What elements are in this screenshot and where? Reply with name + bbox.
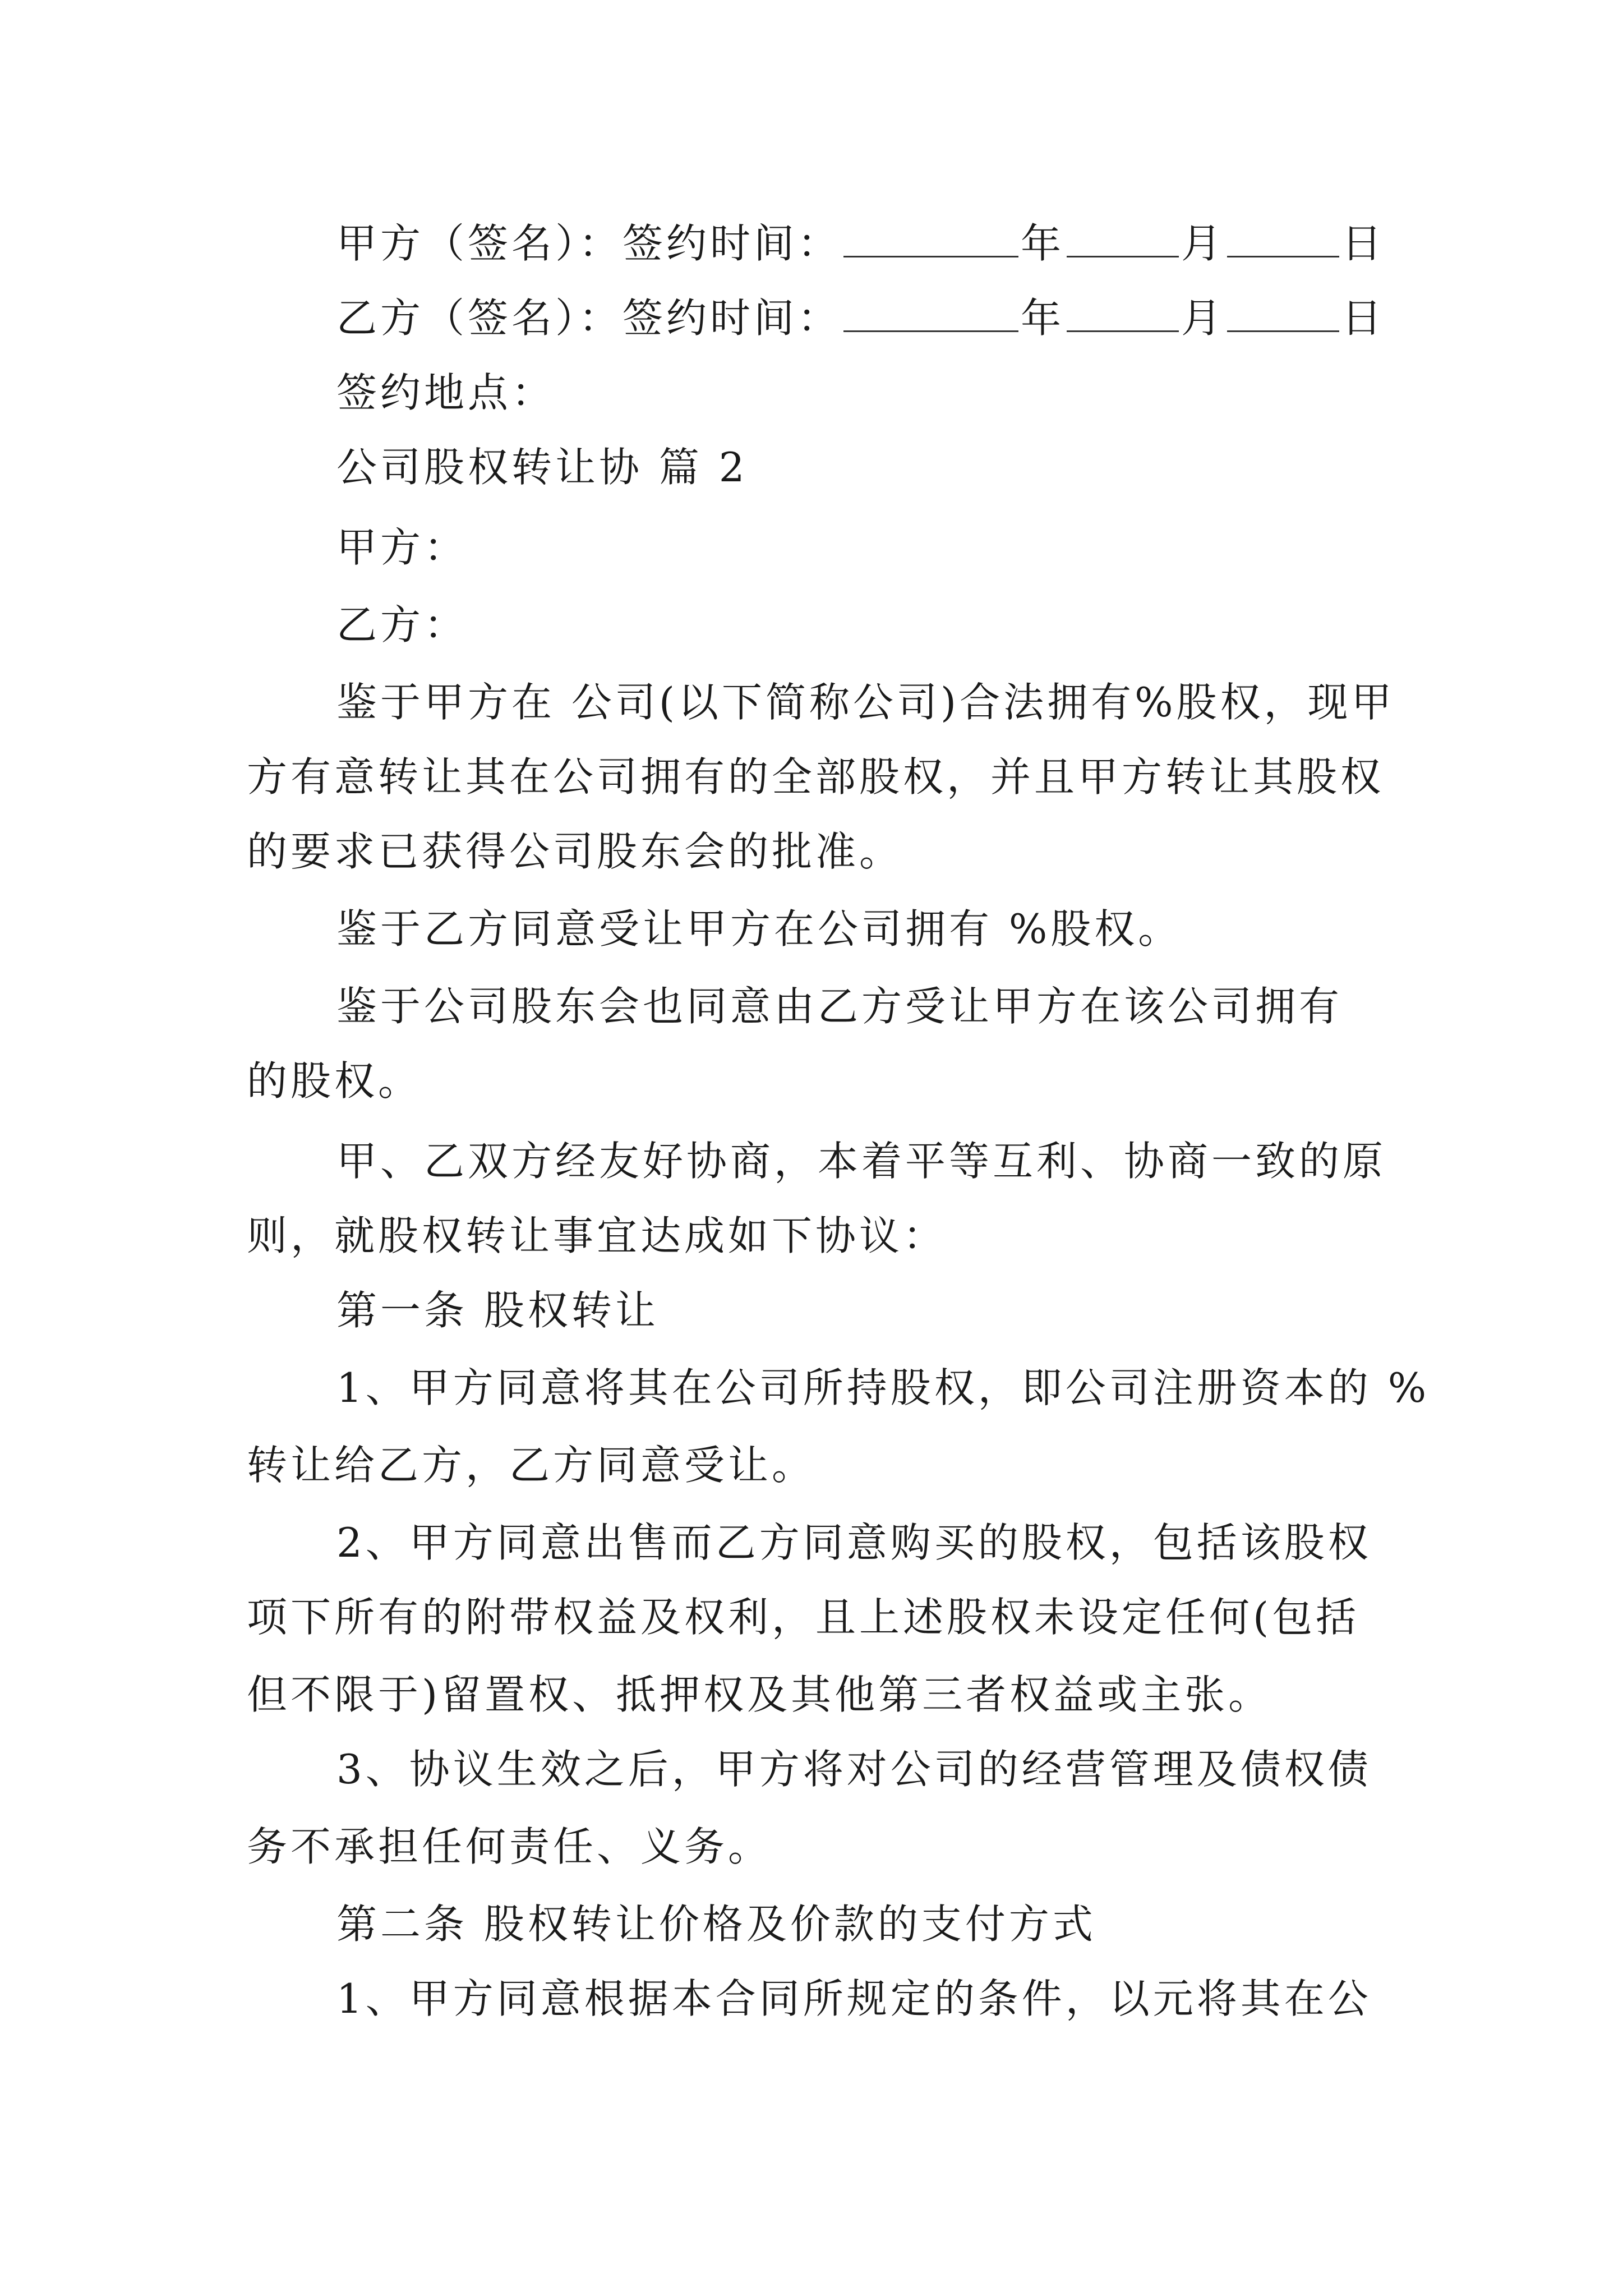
article-1-title: 第一条 股权转让 — [336, 1287, 659, 1334]
signing-place: 签约地点： — [336, 369, 556, 416]
recital-1-line-1: 鉴于甲方在 公司(以下简称公司)合法拥有%股权，现甲 — [336, 679, 1395, 726]
party-b-signature-line — [336, 290, 1385, 346]
day-label: 日 — [1341, 295, 1386, 342]
article-2-title: 第二条 股权转让价格及价款的支付方式 — [336, 1901, 1096, 1948]
month-label: 月 — [1181, 295, 1225, 342]
recital-2-line-1: 鉴于乙方同意受让甲方在公司拥有 %股权。 — [336, 905, 1182, 953]
article-1-clause-2-line-3: 但不限于)留置权、抵押权及其他第三者权益或主张。 — [247, 1671, 1272, 1718]
month-label: 月 — [1181, 220, 1225, 267]
article-1-clause-1-line-2: 转让给乙方，乙方同意受让。 — [247, 1442, 816, 1489]
party-a-signature-line — [336, 215, 1385, 272]
year-blank — [843, 296, 1018, 332]
recital-3-line-1: 鉴于公司股东会也同意由乙方受让甲方在该公司拥有 — [336, 983, 1343, 1030]
year-label: 年 — [1021, 295, 1065, 342]
section-title: 公司股权转让协 篇 2 — [336, 444, 748, 491]
party-a-line: 甲方： — [336, 524, 468, 571]
recital-4-line-2: 则，就股权转让事宜达成如下协议： — [247, 1212, 947, 1259]
month-blank — [1067, 221, 1179, 257]
day-blank — [1227, 221, 1339, 257]
article-2-clause-1-line-1: 1、甲方同意根据本合同所规定的条件，以元将其在公 — [336, 1975, 1372, 2022]
recital-3-line-2: 的股权。 — [247, 1057, 422, 1105]
recital-4-line-1: 甲、乙双方经友好协商，本着平等互利、协商一致的原 — [336, 1138, 1387, 1185]
recital-1-line-2: 方有意转让其在公司拥有的全部股权，并且甲方转让其股权 — [247, 753, 1385, 800]
year-blank — [843, 221, 1018, 257]
party-b-signature-label: 乙方（签名）：签约时间： — [336, 295, 842, 342]
day-blank — [1227, 296, 1339, 332]
party-b-line: 乙方： — [336, 601, 468, 648]
article-1-clause-3-line-1: 3、协议生效之后，甲方将对公司的经营管理及债权债 — [336, 1746, 1372, 1793]
year-label: 年 — [1021, 220, 1065, 267]
article-1-clause-1-line-1: 1、甲方同意将其在公司所持股权，即公司注册资本的 % — [336, 1364, 1430, 1411]
day-label: 日 — [1341, 220, 1386, 267]
article-1-clause-2-line-1: 2、甲方同意出售而乙方同意购买的股权，包括该股权 — [336, 1519, 1372, 1566]
article-1-clause-2-line-2: 项下所有的附带权益及权利，且上述股权未设定任何(包括 — [247, 1594, 1360, 1641]
party-a-signature-label: 甲方（签名）：签约时间： — [336, 220, 842, 267]
month-blank — [1067, 296, 1179, 332]
article-1-clause-3-line-2: 务不承担任何责任、义务。 — [247, 1823, 772, 1870]
recital-1-line-3: 的要求已获得公司股东会的批准。 — [247, 828, 903, 875]
